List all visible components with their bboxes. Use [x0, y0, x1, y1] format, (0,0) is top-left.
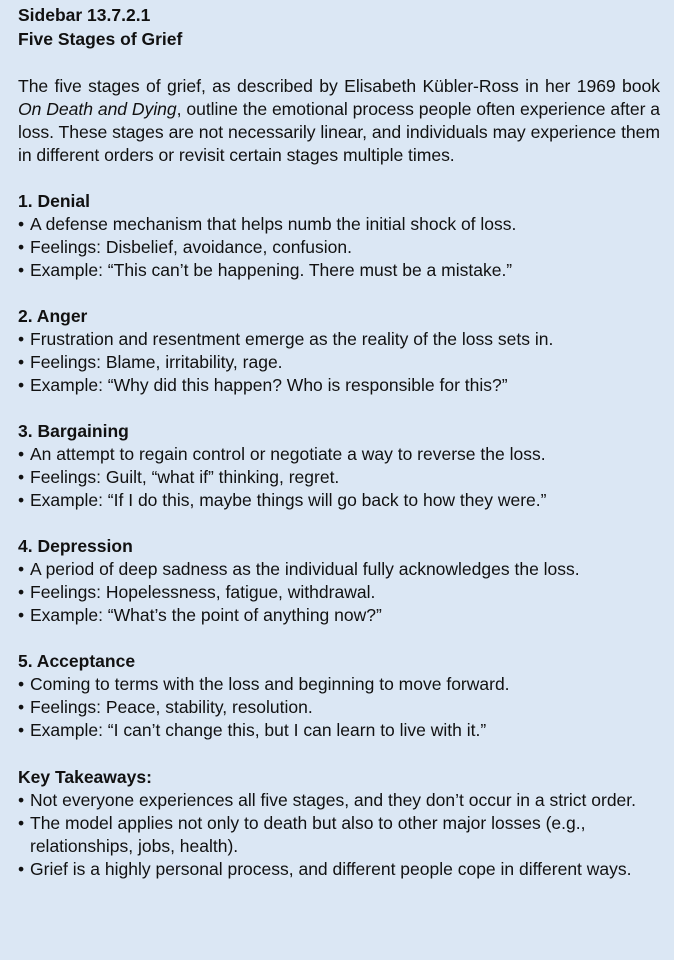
list-item-text: Feelings: Hopelessness, fatigue, withdrawal.	[30, 582, 376, 602]
stage-heading: 5. Acceptance	[18, 651, 136, 671]
intro-text-end: , outline the emotional process people often experience after a loss. These stages are not necessarily linear, and individuals may experience them in different orders or revisit certain stages multiple times.	[18, 99, 660, 165]
list-item-text: The model applies not only to death but also to other major losses (e.g., relationships, jobs, health).	[30, 813, 586, 856]
list-item-text: An attempt to regain control or negotiate a way to reverse the loss.	[30, 444, 546, 464]
list-item-text: Grief is a highly personal process, and different people cope in different ways.	[30, 859, 632, 879]
book-title: On Death and Dying	[18, 99, 177, 119]
list-item	[18, 443, 660, 466]
sidebar-title: Five Stages of Grief	[18, 29, 183, 49]
list-item	[18, 604, 660, 627]
bullet-glyph: •	[18, 329, 25, 349]
list-item-text: Coming to terms with the loss and beginning to move forward.	[30, 674, 510, 694]
list-item	[18, 719, 660, 742]
list-item	[18, 696, 660, 719]
intro-paragraph	[18, 75, 660, 167]
list-item	[18, 581, 660, 604]
list-item-text: Feelings: Guilt, “what if” thinking, regret.	[30, 467, 340, 487]
bullet-glyph: •	[18, 674, 25, 694]
stage-denial	[18, 190, 660, 282]
bullet-glyph: •	[18, 859, 25, 879]
bullet-glyph: •	[18, 352, 25, 372]
list-item	[18, 374, 660, 397]
intro-text-start: The five stages of grief, as described by Elisabeth Kübler-Ross in her 1969 book	[18, 76, 660, 96]
bullet-glyph: •	[18, 813, 25, 833]
stage-heading: 3. Bargaining	[18, 421, 129, 441]
list-item	[18, 351, 660, 374]
bullet-glyph: •	[18, 444, 25, 464]
list-item-text: Feelings: Disbelief, avoidance, confusion.	[30, 237, 352, 257]
stage-bullet-list	[18, 673, 660, 742]
stage-depression	[18, 535, 660, 627]
bullet-glyph: •	[18, 237, 25, 257]
bullet-glyph: •	[18, 467, 25, 487]
list-item-text: Not everyone experiences all five stages, and they don’t occur in a strict order.	[30, 790, 637, 810]
list-item-text: Example: “I can’t change this, but I can learn to live with it.”	[30, 720, 487, 740]
bullet-glyph: •	[18, 697, 25, 717]
list-item-text: Frustration and resentment emerge as the reality of the loss sets in.	[30, 329, 554, 349]
list-item-text: Example: “Why did this happen? Who is responsible for this?”	[30, 375, 508, 395]
list-item-text: Feelings: Blame, irritability, rage.	[30, 352, 283, 372]
bullet-glyph: •	[18, 720, 25, 740]
list-item	[18, 466, 660, 489]
list-item	[18, 328, 660, 351]
sidebar-label: Sidebar 13.7.2.1	[18, 5, 151, 25]
bullet-glyph: •	[18, 605, 25, 625]
stage-heading: 4. Depression	[18, 536, 133, 556]
list-item	[18, 213, 660, 236]
list-item	[18, 858, 660, 881]
stage-bullet-list	[18, 328, 660, 397]
stage-anger	[18, 305, 660, 397]
bullet-glyph: •	[18, 790, 25, 810]
list-item-text: Example: “This can’t be happening. There must be a mistake.”	[30, 260, 513, 280]
stage-acceptance	[18, 650, 660, 742]
takeaways-heading: Key Takeaways:	[18, 767, 152, 787]
stage-bullet-list	[18, 213, 660, 282]
bullet-glyph: •	[18, 559, 25, 579]
list-item-text: Feelings: Peace, stability, resolution.	[30, 697, 313, 717]
list-item	[18, 673, 660, 696]
list-item	[18, 812, 660, 858]
bullet-glyph: •	[18, 375, 25, 395]
list-item-text: Example: “What’s the point of anything now?”	[30, 605, 382, 625]
list-item	[18, 789, 660, 812]
takeaways-bullet-list	[18, 789, 660, 881]
list-item-text: A period of deep sadness as the individual fully acknowledges the loss.	[30, 559, 580, 579]
stage-bullet-list	[18, 558, 660, 627]
list-item	[18, 489, 660, 512]
stage-heading: 2. Anger	[18, 306, 88, 326]
list-item-text: A defense mechanism that helps numb the initial shock of loss.	[30, 214, 517, 234]
stage-bullet-list	[18, 443, 660, 512]
bullet-glyph: •	[18, 260, 25, 280]
list-item	[18, 259, 660, 282]
stage-heading: 1. Denial	[18, 191, 90, 211]
bullet-glyph: •	[18, 490, 25, 510]
stage-bargaining	[18, 420, 660, 512]
list-item	[18, 236, 660, 259]
list-item	[18, 558, 660, 581]
list-item-text: Example: “If I do this, maybe things will go back to how they were.”	[30, 490, 547, 510]
bullet-glyph: •	[18, 214, 25, 234]
bullet-glyph: •	[18, 582, 25, 602]
key-takeaways	[18, 766, 660, 881]
